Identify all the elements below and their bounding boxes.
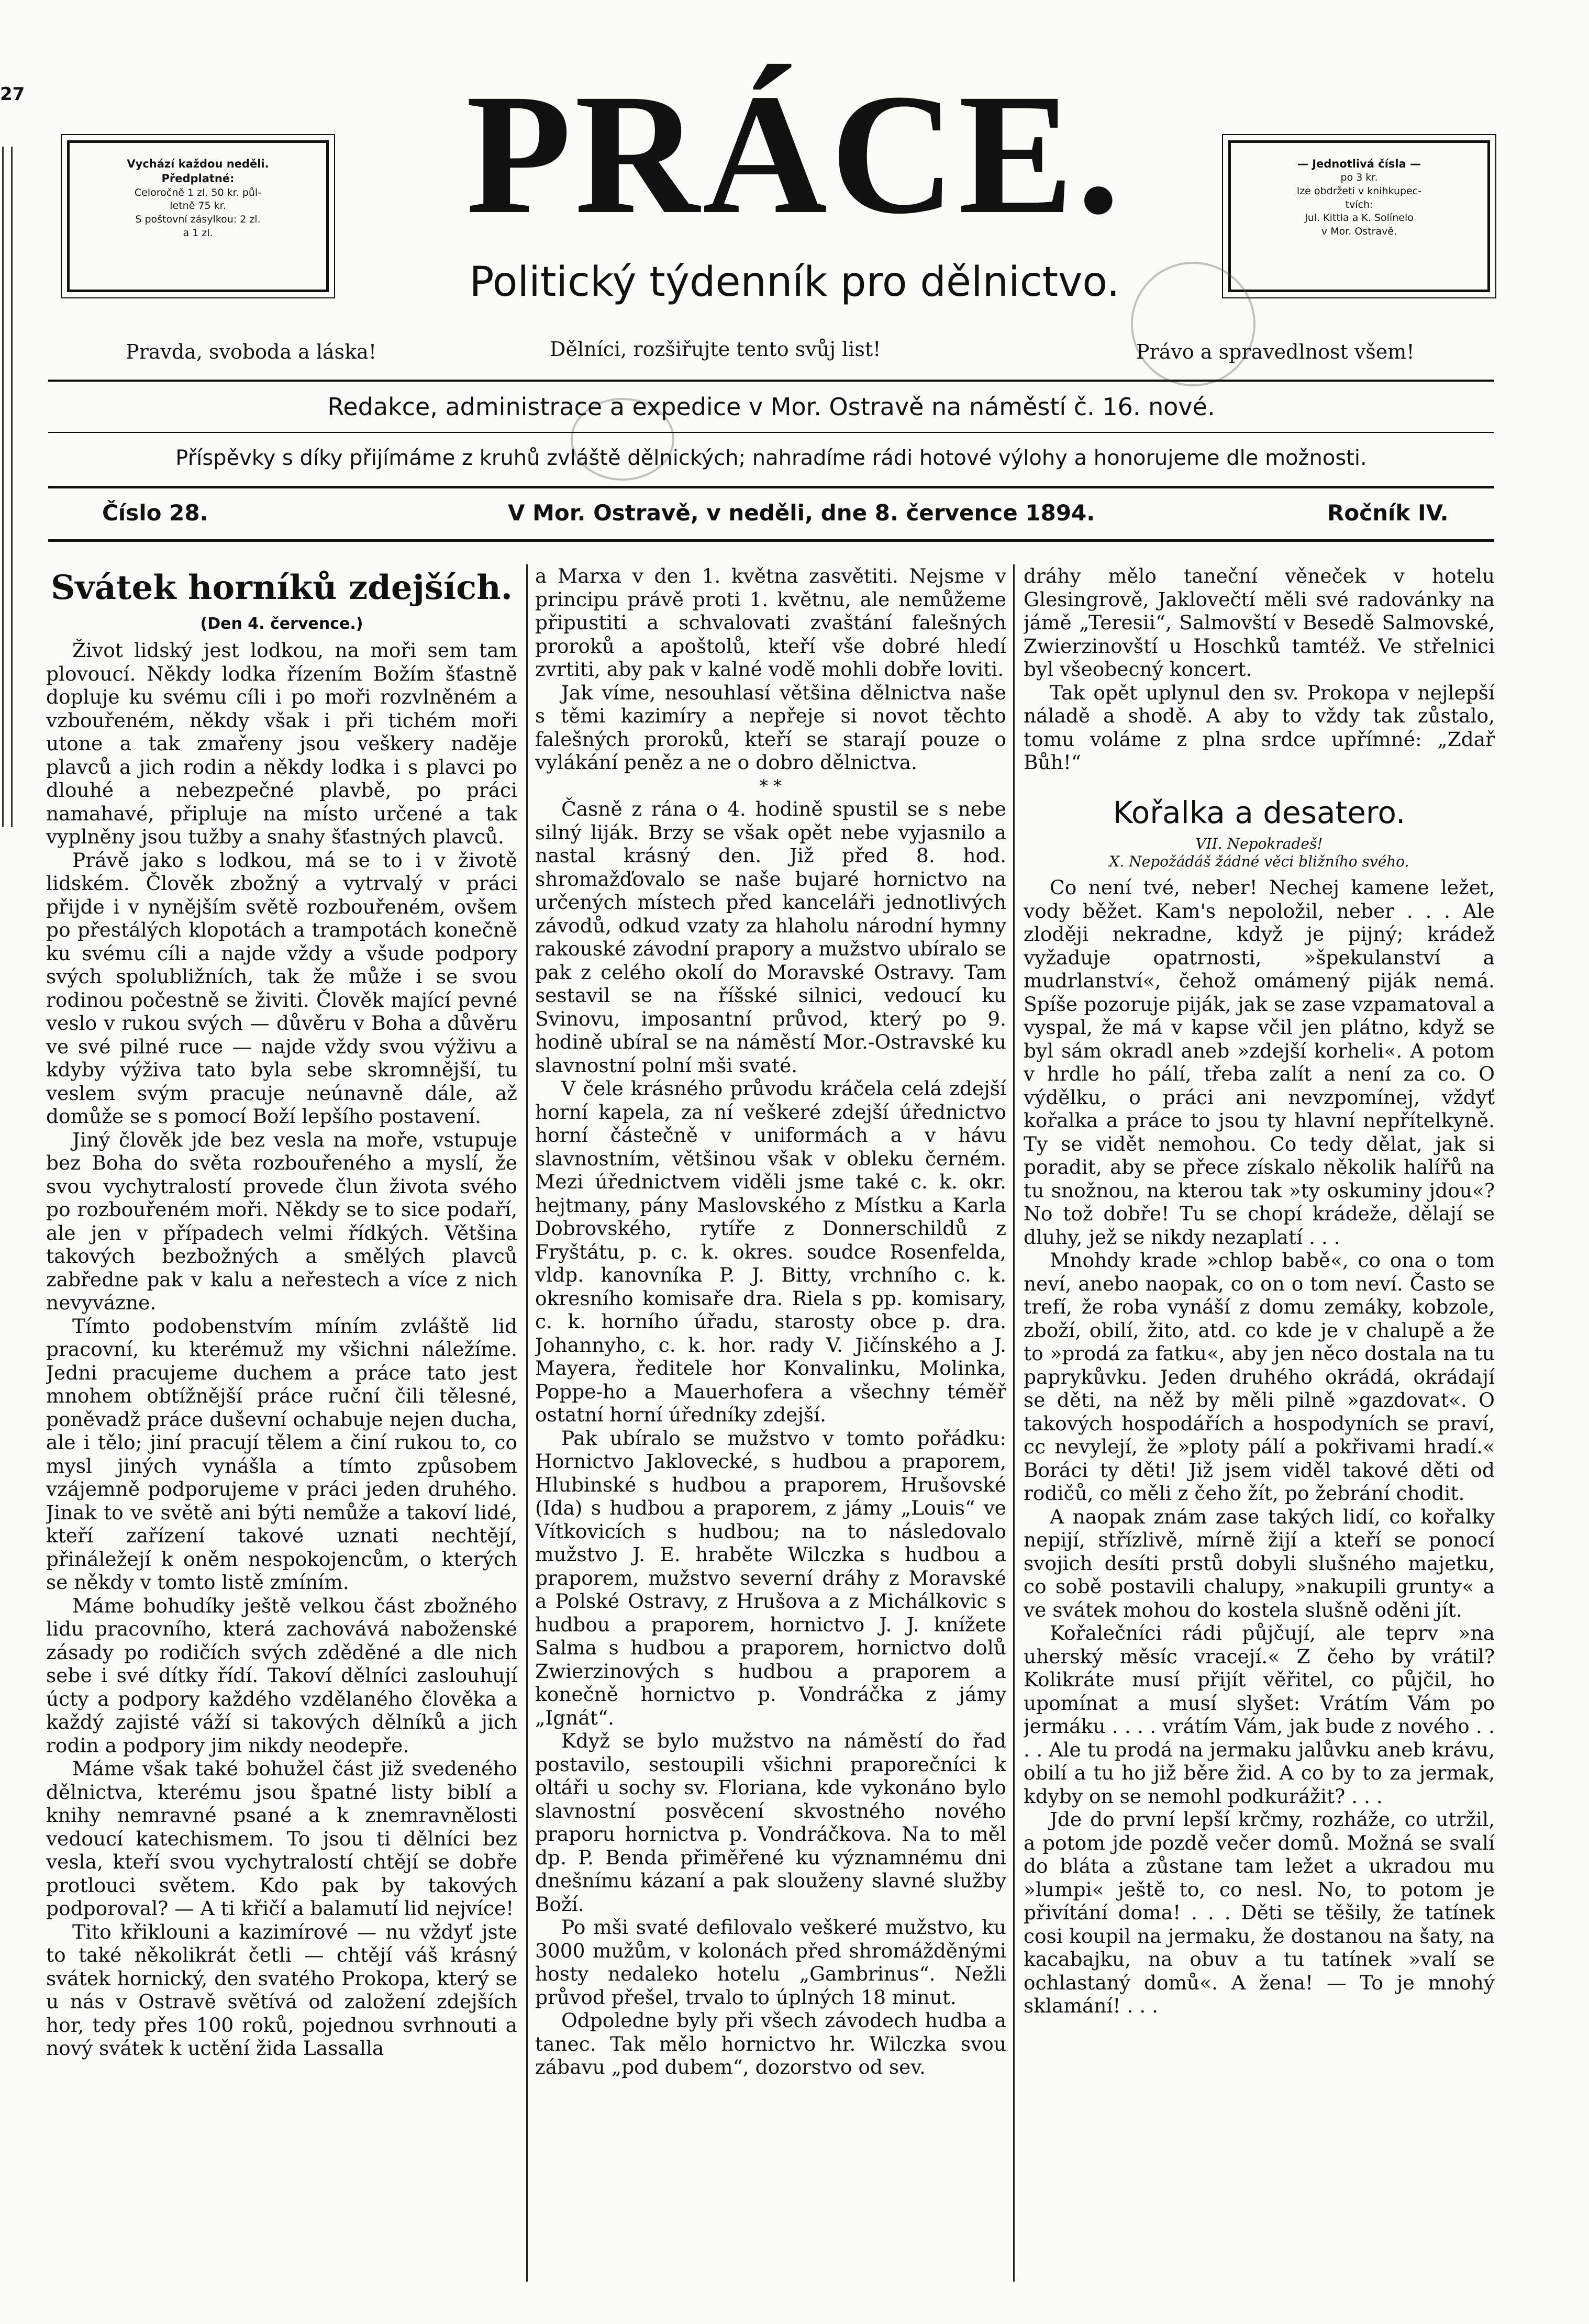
paragraph: a Marxa v den 1. května zasvětiti. Nejsme v principu právě proti 1. květnu, ale nemůžeme připustiti a schvalovati zvaštání falešných proroků a apoštolů, kteří vše dobré hledí zvrtiti, aby pak v kalné vodě mohli dobře loviti. xyxy=(535,564,1006,681)
subscription-line: a 1 zl. xyxy=(183,227,213,239)
paragraph: A naopak znám zase takých lidí, co kořalky nepijí, střízlivě, mírně žijí a kteří se ponocí svojich desíti prstů dobyli slušného majetku, co sobě postavili chalupy, »nakupili grunty« a ve svátek mohou do kostela slušně oděni jít. xyxy=(1024,1505,1495,1621)
masthead-title: PRÁCE. xyxy=(465,59,1124,250)
single-copies-line: — Jednotlivá čísla — xyxy=(1297,158,1421,170)
column-rule xyxy=(526,564,528,2282)
column-3 xyxy=(1024,564,1495,2282)
contributions-note: Příspěvky s díky přijímáme z kruhů zvláště dělnických; nahradíme rádi hotové výlohy a honorujeme dle možnosti. xyxy=(175,446,1367,470)
margin-number: 27 xyxy=(0,84,25,105)
paragraph: Pak ubíralo se mužstvo v tomto pořádku: Hornictvo Jaklovecké, s hudbou a praporem, Hlubinské s hudbou a praporem, Hrušovské (Ida) s hudbou a praporem, z jámy „Louis“ ve Vítkovicích s hudbou; na to následovalo mužstvo J. E. hraběte Wilczka s hudbou a praporem, mužstvo severní dráhy z Moravské a Polské Ostravy, z Hrušova a z Michálkovic s hudbou a praporem, hornictvo J. J. knížete Salma s hudbou a praporem, hornictvo dolů Zwierzinových s hudbou a praporem a konečně hornictvo p. Vondráčka z jámy „Ignát“. xyxy=(535,1426,1006,1729)
paragraph: Právě jako s lodkou, má se to i v životě lidském. Člověk zbožný a vytrvalý v práci přijde i v nynějším světě rozbouřeném, ovšem po přestálých klopotách a trampotách konečně ku svému cíli a najde vždy a všude podpory svých spolubližních, tak že může i se svou rodinou počestně se živiti. Člověk mající pevné veslo v rukou svých — důvěru v Boha a důvěru ve své pilné ruce — najde vždy svou výživu a kdyby výživa tato byla sebe skromnější, tu veslem svým pracuje neúnavně dále, až domůže se s pomocí Boží lepšího postavení. xyxy=(46,848,517,1128)
paragraph: Jak víme, nesouhlasí většina dělnictva naše s těmi kazimíry a nepřeje si novot těchto falešných proroků, kteří se starají pouze o vylákání peněz a ne o dobro dělnictva. xyxy=(535,681,1006,774)
single-copies-line: lze obdržeti v knihkupec- xyxy=(1296,185,1422,197)
paragraph: Jiný člověk jde bez vesla na moře, vstupuje bez Boha do světa rozbouřeného a myslí, že svou vychytralostí provede člun života svého po rozbouřeném moři. Někdy se to sice podaří, ale jen v případech velmi řídkých. Většina takových bezbožných a smělých plavců zabředne pak v kalu a neřestech a více z nich nevyvázne. xyxy=(46,1128,517,1315)
motto-center: Dělníci, rozšiřujte tento svůj list! xyxy=(550,338,881,361)
motto-right: Právo a spravedlnost všem! xyxy=(1136,340,1415,363)
paragraph: Jde do první lepší krčmy, rozháže, co utržil, a potom jde pozdě večer domů. Možná se svalí do bláta a zůstane tam ležet a ukradou mu »lumpi« ještě to, co nesl. No, to potom je přivítání doma! . . . Děti se těšily, že tatínek cosi koupil na jermaku, že dostanou na šaty, na kacabajku, na obuv a tu tatínek »valí se ochlastaný domů«. A žena! — To je mnohý sklamání! . . . xyxy=(1024,1808,1495,2018)
paragraph: Po mši svaté defilovalo veškeré mužstvo, ku 3000 mužům, v kolonách před shromážděnými hosty nedaleko hotelu „Gambrinus“. Nežli průvod přešel, trvalo to úplných 18 minut. xyxy=(535,1916,1006,2009)
paragraph: dráhy mělo taneční věneček v hotelu Glesingrově, Jaklovečtí měli své radovánky na jámě „Teresii“, Salmovští v Besedě Salmovské, Zwierzinovští u Hoschků tamtéž. Ve střelnici byl všeobecný koncert. xyxy=(1024,564,1495,681)
paragraph: Máme bohudíky ještě velkou část zbožného lidu pracovního, která zachovává naboženské zásady po rodičích svých zděděné a dle nich sebe i své dítky řídí. Takoví dělníci zaslouhují úcty a podpory každého vzdělaného člověka a každý zajisté váží si takových dělníků a jich rodin a podpory jim nikdy neodepře. xyxy=(46,1594,517,1757)
rule xyxy=(48,539,1494,542)
paragraph: Co není tvé, neber! Nechej kamene ležet, vody běžet. Kam's nepoložil, neber . . . Ale zloději nekradne, když je pijný; krádež vyžaduje opatrnosti, »špekulanství a mudrlanství«, čehož omámený piják nemá. Spíše pozoruje piják, jak se zase vzpamatoval a vyspal, že má v kapse včil jen plátno, když se byl sám okradl aneb »zdejší korheli«. A potom v hrdle ho pálí, třeba zalít a není za co. O výdělku, o práci ani nevzpomínej, vždyť kořalka a práce to jsou ty hlavní nepřítelkyně. Ty se vidět nemohou. Co tedy dělat, jak si poradit, aby se přece získalo několik halířů na tu snožnou, na kterou tak »ty oskuminy jdou«? No tož dobře! Tu se chopí krádeže, dělají se dluhy, jež se nikdy nezaplatí . . . xyxy=(1024,876,1495,1249)
issue-date: V Mor. Ostravě, v neděli, dne 8. července 1894. xyxy=(508,500,1095,526)
rule xyxy=(48,486,1494,488)
subscription-line: Vychází každou neděli. xyxy=(127,158,269,170)
paragraph: Život lidský jest lodkou, na moři sem tam plovoucí. Někdy lodka řízením Božím šťastně dopluje ku svému cíli i po moři rozvlněném a vzbouřeném, někdy však i při tichém moři utone a tak zmařeny jsou veškery naděje plavců a jich rodin a někdy lodka i s plavci po dlouhé a nebezpečné plavbě, po práci namahavé, připluje na místo určené a tak vyplněny jsou tužby a snahy šťastných plavců. xyxy=(46,639,517,849)
article-title: Kořalka a desatero. xyxy=(1113,794,1406,830)
left-edge-rule xyxy=(2,147,13,827)
column-1 xyxy=(46,564,517,2282)
single-copies-line: tvích: xyxy=(1345,198,1373,210)
masthead-subtitle: Politický týdenník pro dělnictvo. xyxy=(469,259,1120,306)
subscription-line: Předplatné: xyxy=(161,172,235,185)
epigraph-line: X. Nepožádáš žádné věci bližního svého. xyxy=(1109,853,1409,871)
column-rule xyxy=(1013,564,1015,2282)
single-copies-line: Jul. Kittla a K. Solínelo xyxy=(1305,212,1414,224)
paragraph: Tak opět uplynul den sv. Prokopa v nejlepší náladě a shodě. A aby to vždy tak zůstalo, tomu voláme z plna srdce upřímné: „Zdař Bůh!“ xyxy=(1024,681,1495,774)
paragraph: Když se bylo mužstvo na náměstí do řad postavilo, sestoupili všichni praporečníci k oltáři u sochy sv. Floriana, kde vykonáno bylo slavnostní posvěcení skvostného nového praporu hornictva p. Vondráčkova. Na to měl dp. P. Benda přiměřené ku významnému dni dnešnímu kázaní a pak slouženy slavné služby Boží. xyxy=(535,1729,1006,1916)
article-title: Svátek horníků zdejších. xyxy=(51,568,513,607)
single-copies-line: v Mor. Ostravě. xyxy=(1321,225,1397,237)
motto-left: Pravda, svoboda a láska! xyxy=(126,340,377,363)
paragraph: Časně z rána o 4. hodině spustil se s nebe silný liják. Brzy se však opět nebe vyjasnilo a nastal krásný den. Již před 8. hod. shromažďovalo se naše bujaré hornictvo na určených místech před kanceláři jednotlivých závodů, odkud vzaty za hlaholu národní hymny rakouské závodní prapory a mužstvo ubíralo se pak z celého okolí do Moravské Ostravy. Tam sestavil se na říšské silnici, vedoucí ku Svinovu, imposantní průvod, který po 9. hodině ubíral se na náměstí Mor.-Ostravské ku slavnostní polní mši svaté. xyxy=(535,797,1006,1077)
rule xyxy=(48,380,1494,382)
paragraph: Kořalečníci rádi půjčují, ale teprv »na uherský měsíc vracejí.« Z čeho by vrátil? Kolikráte musí přijít věřitel, co půjčil, ho upomínat a musí slyšet: Vrátím Vám po jermáku . . . . vrátím Vám, jak bude z nového . . . . Ale tu prodá na jermaku jalůvku aneb krávu, obilí a tu ho již běre žid. A co by to za jermak, kdyby on se nemohl podkurážit? . . . xyxy=(1024,1621,1495,1808)
paragraph: V čele krásného průvodu kráčela celá zdejší horní kapela, za ní veškeré zdejší úřednictvo horní částečně v uniformách a v hávu slavnostním, většinou však v obleku černém. Mezi úřednictvem viděli jsme také c. k. okr. hejtmany, pány Maslovského z Místku a Karla Dobrovského, rytíře z Donnerschildů z Fryštátu, p. c. k. okres. soudce Rosenfelda, vldp. kanovníka P. J. Bitty, vrchního c. k. okresního komisaře dra. Riela s pp. komisary, c. k. horního úřadu, starosty obce p. dra. Johannyho, c. k. hor. rady V. Jičínského a J. Mayera, ředitele hor Konvalinku, Molinka, Poppe-ho a Mauerhofera a všechny téměř ostatní horní úředníky zdejší. xyxy=(535,1077,1006,1426)
subscription-line: S poštovní zásylkou: 2 zl. xyxy=(135,213,261,225)
issue-number: Číslo 28. xyxy=(102,500,208,526)
subscription-line: Celoročně 1 zl. 50 kr. půl- xyxy=(134,186,262,198)
section-separator: * * xyxy=(759,775,782,796)
subscription-line: letně 75 kr. xyxy=(170,200,226,212)
paragraph: Mnohdy krade »chlop babě«, co ona o tom neví, anebo naopak, co on o tom neví. Často se trefí, že roba vynáší z domu zemáky, kobzole, zboží, obilí, žito, atd. co kde je v chalupě a že to »prodá za fatku«, aby jen něco dostala na tu paprykůvku. Jeden druhého okrádá, okrádají se děti, na něž by měli pilně »gazdovat«. O takových hospodářích a hospodyních se praví, cc nevylejí, že »ploty pálí a pokřivami hradí.« Boráci ty děti! Již jsem viděl takové děti od rodičů, co měli z čeho žít, po žebrání chodit. xyxy=(1024,1249,1495,1505)
paragraph: Máme však také bohužel část již svedeného dělnictva, kterému jsou špatné listy biblí a knihy nemravné psané a k znemravnělosti vedoucí katechismem. To jsou ti dělníci bez vesla, kteří svou vychytralostí chtějí se dobře protlouci světem. Kdo pak by takových podporoval? — A ti křičí a balamutí lid nejvíce! xyxy=(46,1757,517,1920)
epigraph-line: VII. Nepokradeš! xyxy=(1195,835,1323,853)
paragraph: Odpoledne byly při všech závodech hudba a tanec. Tak mělo hornictvo hr. Wilczka svou zábavu „pod dubem“, dozorstvo od sev. xyxy=(535,2009,1006,2078)
single-copies-line: po 3 kr. xyxy=(1340,172,1378,184)
library-stamp xyxy=(1131,262,1255,386)
paragraph: Tito křiklouni a kazimírové — nu vždyť jste to také několikrát četli — chtějí váš krásný svátek hornický, den svatého Prokopa, který se u nás v Ostravě světívá od založení zdejších hor, tedy přes 100 roků, pojednou svrhnouti a nový svátek k uctění žida Lassalla xyxy=(46,1920,517,2060)
issue-volume: Ročník IV. xyxy=(1327,500,1449,526)
paragraph: Tímto podobenstvím míním zvláště lid pracovní, ku kterémuž my všichni náležíme. Jedni pracujeme duchem a práce tato jest mnohem obtížnější práce ruční čili tělesné, poněvadž práce duševní ochabuje nejen ducha, ale i tělo; jiní pracují tělem a činí rukou to, co mysl jiných vynášla a tímto způsobem vzájemně podporujeme v práci jeden druhého. Jinak to ve světě ani býti nemůže a takoví lidé, kteří zařízení takové uznati nechtějí, přináležejí k oněm nespokojencům, o kterých se někdy v tomto listě zmíním. xyxy=(46,1314,517,1594)
editorial-address: Redakce, administrace a expedice v Mor. Ostravě na náměstí č. 16. nové. xyxy=(327,393,1215,421)
column-2 xyxy=(535,564,1006,2282)
rule xyxy=(48,432,1494,433)
article-dateline: (Den 4. července.) xyxy=(200,614,363,633)
